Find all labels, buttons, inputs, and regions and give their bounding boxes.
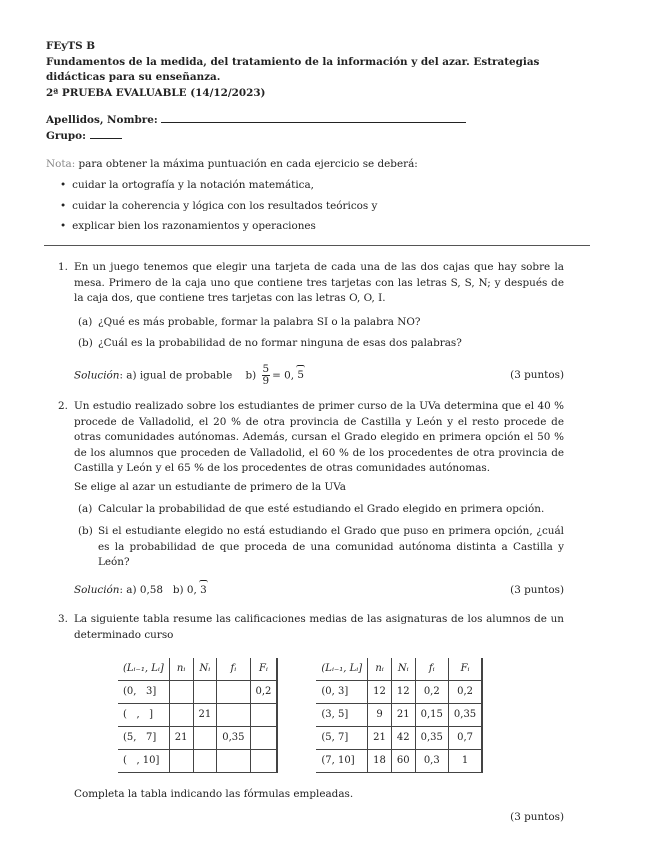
part-text: Calcular la probabilidad de que esté estudiando el Grado elegido en primera opción. xyxy=(98,503,545,516)
group-field[interactable] xyxy=(90,129,122,139)
col-header: nᵢ xyxy=(169,658,193,681)
solution-b-eq: = 0, xyxy=(272,369,295,382)
table-cell xyxy=(169,703,193,726)
denominator: 9 xyxy=(262,374,270,387)
table-row xyxy=(118,680,277,703)
col-header: Fᵢ xyxy=(448,658,482,681)
question-number: 3. xyxy=(58,613,68,626)
table-cell xyxy=(217,703,250,726)
fraction xyxy=(262,364,271,387)
bullet-item: • cuidar la ortografía y la notación matemática, xyxy=(60,178,564,194)
table-row xyxy=(118,749,277,772)
question-3 xyxy=(46,612,564,825)
repeating-digit: 5 xyxy=(297,368,304,384)
part-label: (a) xyxy=(78,315,93,328)
solution-b-label: b) xyxy=(245,369,257,382)
col-header: Nᵢ xyxy=(391,658,415,681)
table-cell: 0,3 xyxy=(415,749,448,772)
question-part xyxy=(74,315,564,331)
subject-title: Fundamentos de la medida, del tratamiento de la información y del azar. Estrategias didácticas para su enseñanza. xyxy=(46,55,540,84)
question-text: La siguiente tabla resume las calificaciones medias de las asignaturas de los alumnos de un determinado curso xyxy=(74,613,564,642)
table-cell xyxy=(217,680,250,703)
exam-page xyxy=(46,39,564,826)
table-cell: 1 xyxy=(448,749,482,772)
table-row xyxy=(316,726,482,749)
table-cell: 0,2 xyxy=(415,680,448,703)
table-cell: 0,15 xyxy=(415,703,448,726)
bullet-item: • cuidar la coherencia y lógica con los resultados teóricos y xyxy=(60,199,564,215)
exam-title: 2ª PRUEBA EVALUABLE (14/12/2023) xyxy=(46,86,266,99)
table-cell xyxy=(250,703,277,726)
part-text: Si el estudiante elegido no está estudiando el Grado que puso en primera opción, ¿cuál es la probabilidad de que proceda de una comunidad autónoma distinta a Castilla y León? xyxy=(98,525,564,569)
divider xyxy=(44,245,590,246)
question-part xyxy=(74,336,564,352)
question-number: 1. xyxy=(58,260,68,273)
table-cell: 0,2 xyxy=(448,680,482,703)
table-cell xyxy=(169,749,193,772)
note-label: Nota: xyxy=(46,157,76,170)
table-cell: (5, 7] xyxy=(118,726,169,749)
instruction: Completa la tabla indicando las fórmulas empleadas. xyxy=(74,787,354,800)
table-cell: 0,2 xyxy=(250,680,277,703)
header xyxy=(46,39,564,101)
name-label: Apellidos, Nombre: xyxy=(46,114,158,127)
col-header: fᵢ xyxy=(217,658,250,681)
table-cell: 0,35 xyxy=(217,726,250,749)
group-label: Grupo: xyxy=(46,129,86,142)
table-cell: 18 xyxy=(368,749,392,772)
points: (3 puntos) xyxy=(510,811,564,824)
table-cell: 0,7 xyxy=(448,726,482,749)
table-cell xyxy=(169,680,193,703)
part-text: ¿Cuál es la probabilidad de no formar ninguna de esas dos palabras? xyxy=(98,337,462,350)
table-cell: ( , ] xyxy=(118,703,169,726)
table-cell: 21 xyxy=(391,703,415,726)
col-header: Fᵢ xyxy=(250,658,277,681)
table-cell xyxy=(217,749,250,772)
repeating-digit: 3 xyxy=(200,583,207,599)
table-cell: 12 xyxy=(391,680,415,703)
table-cell: 12 xyxy=(368,680,392,703)
points: (3 puntos) xyxy=(510,368,564,381)
frequency-table-blank xyxy=(118,658,278,773)
question-text: En un juego tenemos que elegir una tarjeta de cada una de las dos cajas que hay sobre la mesa. Primero de la caja uno que contiene tres tarjetas con las letras S, S, N; y después de la caja dos, que contiene tres tarjetas con las letras O, O, I. xyxy=(74,260,564,305)
question-text: Un estudio realizado sobre los estudiantes de primer curso de la UVa determina que el 40 % procede de Valladolid, el 20 % de otra provincia de Castilla y León y el resto procede de otras comunidades autónomas. Además, cursan el Grado elegido en primera opción el 50 % de los alumnos que proceden de Valladolid, el 60 % de los procedentes de otra provincia de Castilla y León y el 65 % de los procedentes de otras comunidades autónomas. xyxy=(74,399,564,475)
question-2 xyxy=(46,399,564,599)
table-cell xyxy=(250,726,277,749)
table-cell: 21 xyxy=(169,726,193,749)
part-label: (a) xyxy=(78,503,93,516)
part-text: ¿Qué es más probable, formar la palabra SI o la palabra NO? xyxy=(98,315,421,328)
table-cell: 0,35 xyxy=(448,703,482,726)
solution: Solución: a) 0,58 b) 0, 3 (3 puntos) xyxy=(74,583,564,599)
table-cell xyxy=(193,726,217,749)
table-row xyxy=(118,726,277,749)
question-part xyxy=(74,524,564,571)
table-cell: 9 xyxy=(368,703,392,726)
question-1 xyxy=(46,260,564,387)
note-bullets xyxy=(46,178,564,235)
question-part xyxy=(74,502,564,518)
part-label: (b) xyxy=(78,337,93,350)
solution-b: b) 0, xyxy=(172,583,197,596)
note xyxy=(46,157,564,235)
student-fields xyxy=(46,113,564,144)
col-header: Nᵢ xyxy=(193,658,217,681)
col-header: (Lᵢ₋₁, Lᵢ] xyxy=(316,658,367,681)
solution-label: Solución xyxy=(74,369,120,382)
table-cell xyxy=(193,749,217,772)
table-cell: (7, 10] xyxy=(316,749,367,772)
table-row xyxy=(316,703,482,726)
table-cell: (5, 7] xyxy=(316,726,367,749)
col-header: fᵢ xyxy=(415,658,448,681)
table-row xyxy=(316,680,482,703)
tables xyxy=(118,658,564,773)
table-cell: ( , 10] xyxy=(118,749,169,772)
solution-label: Solución xyxy=(74,583,120,596)
table-cell: (0, 3] xyxy=(316,680,367,703)
name-field[interactable] xyxy=(161,113,466,123)
col-header: (Lᵢ₋₁, Lᵢ] xyxy=(118,658,169,681)
part-label: (b) xyxy=(78,525,93,538)
table-cell: 60 xyxy=(391,749,415,772)
table-cell: 21 xyxy=(368,726,392,749)
bullet-item: • explicar bien los razonamientos y operaciones xyxy=(60,219,564,235)
question-number: 2. xyxy=(58,399,68,412)
table-cell: (3, 5] xyxy=(316,703,367,726)
table-row xyxy=(316,749,482,772)
note-text: para obtener la máxima puntuación en cada ejercicio se deberá: xyxy=(78,157,418,170)
table-cell: 21 xyxy=(193,703,217,726)
solution-a: a) igual de probable xyxy=(126,369,233,382)
course-code: FEyTS B xyxy=(46,40,95,52)
numerator: 5 xyxy=(262,362,270,375)
table-row xyxy=(118,703,277,726)
table-cell: 42 xyxy=(391,726,415,749)
solution-a: a) 0,58 xyxy=(126,583,163,596)
points: (3 puntos) xyxy=(510,583,564,596)
table-cell: 0,35 xyxy=(415,726,448,749)
table-cell xyxy=(193,680,217,703)
table-cell xyxy=(250,749,277,772)
question-text-2: Se elige al azar un estudiante de primero de la UVa xyxy=(74,480,346,493)
solution: Solución: a) igual de probable b) $\frac{5}{9}$ = 0, 5 (3 puntos) xyxy=(74,362,564,387)
frequency-table-solved xyxy=(316,658,483,773)
table-cell: (0, 3] xyxy=(118,680,169,703)
col-header: nᵢ xyxy=(368,658,392,681)
